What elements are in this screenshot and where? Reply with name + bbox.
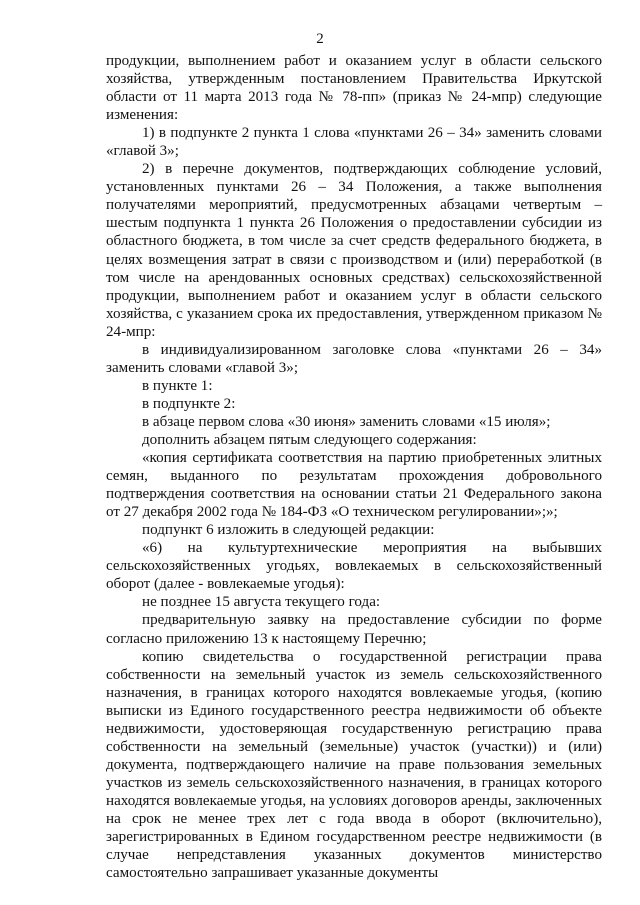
document-body [106, 52, 602, 882]
paragraph-intro-continuation: продукции, выполнением работ и оказанием услуг в области сельского хозяйства, утвержденным постановлением Правительства Иркутской области от 11 марта 2013 года № 78-пп» (приказ № 24-мпр) следующие изменения: [106, 53, 602, 124]
paragraph-item-2: 2) в перечне документов, подтверждающих соблюдение условий, установленных пунктами 26 – 34 Положения, а также выполнения получателями мероприятий, предусмотренных абзацами четвертым – шестым подпункта 1 пункта 26 Положения о предоставлении субсидии из областного бюджета, в том числе за счет средств федерального бюджета, в целях возмещения затрат в связи с производством и (или) переработкой (в том числе на арендованных основных средствах) сельскохозяйственной продукции, выполнением работ и оказанием услуг в области сельского хозяйства, с указанием срока их предоставления, утвержденном приказом № 24-мпр: [106, 161, 602, 340]
paragraph-subpoint-2: в подпункте 2: [142, 395, 236, 412]
paragraph-add-fifth-abzats: дополнить абзацем пятым следующего содержания: [142, 431, 477, 448]
paragraph-cultural-measures: «6) на культуртехнические мероприятия на выбывших сельскохозяйственных угодьях, вовлекаемых в сельскохозяйственный оборот (далее - вовлекаемые угодья): [106, 540, 602, 593]
paragraph-item-1: 1) в подпункте 2 пункта 1 слова «пунктами 26 – 34» заменить словами «главой 3»; [106, 125, 602, 160]
paragraph-subpoint-6: подпункт 6 изложить в следующей редакции: [142, 522, 435, 539]
page-number: 2 [316, 31, 324, 47]
paragraph-heading-change: в индивидуализированном заголовке слова «пунктами 26 – 34» заменить словами «главой 3»; [106, 341, 602, 376]
paragraph-point-1: в пункте 1: [142, 377, 213, 394]
paragraph-certificate-copy: «копия сертификата соответствия на партию приобретенных элитных семян, выданного по результатам прохождения добровольного подтверждения соответствия на основании статьи 21 Федерального закона от 27 декабря 2002 года № 184-ФЗ «О техническом регулировании»;»; [106, 450, 602, 521]
paragraph-certificate-registration: копию свидетельства о государственной регистрации права собственности на земельный участок из земель сельскохозяйственного назначения, в границах которого находятся вовлекаемые угодья, (копию выписки из Единого государственного реестра недвижимости об объекте недвижимости, удостоверяющая государственную регистрацию права собственности на земельный (земельные) участок (участки)) и (или) документа, подтверждающего наличие на праве пользования земельных участков из земель сельскохозяйственного назначения, в границах которого находятся вовлекаемые угодья, на условиях договоров аренды, заключенных на срок не менее трех лет с года ввода в оборот (включительно), зарегистрированных в Едином государственном реестре недвижимости (в случае непредставления указанных документов министерство самостоятельно запрашивает указанные документы [106, 648, 602, 882]
paragraph-preliminary-application: предварительную заявку на предоставление субсидии по форме согласно приложению 13 к настоящему Перечню; [106, 612, 602, 647]
paragraph-first-abzats: в абзаце первом слова «30 июня» заменить словами «15 июля»; [142, 413, 551, 430]
paragraph-deadline: не позднее 15 августа текущего года: [142, 594, 381, 611]
